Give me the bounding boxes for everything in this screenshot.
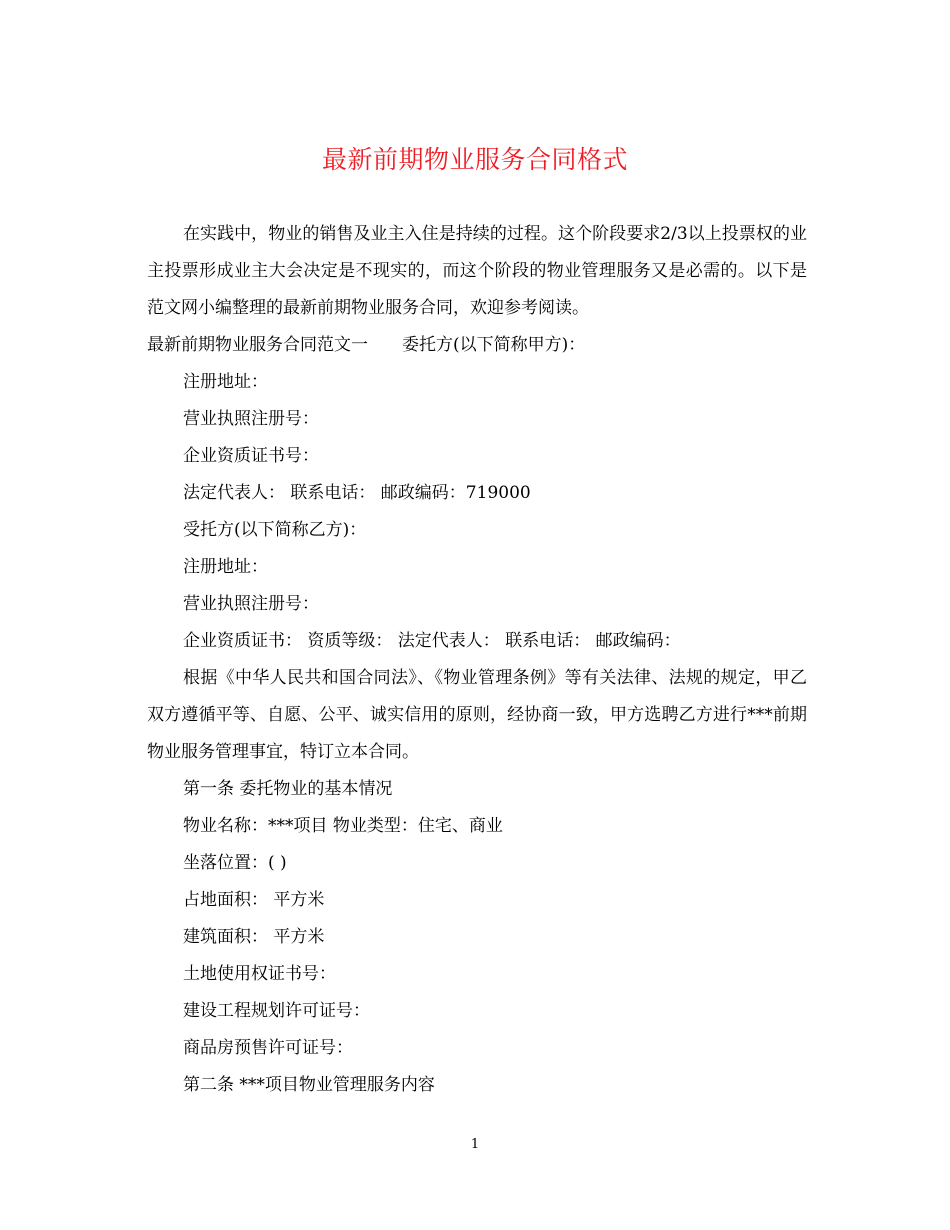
property-location-line: 坐落位置：( ) <box>183 853 287 873</box>
party-b-heading: 受托方(以下简称乙方)： <box>183 520 367 540</box>
party-b-license: 营业执照注册号： <box>183 594 319 614</box>
property-name-line: 物业名称：***项目 物业类型：住宅、商业 <box>183 816 503 836</box>
party-a-license: 营业执照注册号： <box>183 409 319 429</box>
legal-basis-paragraph: 根据《中华人民共和国合同法》、《物业管理条例》等有关法律、法规的规定，甲乙双方遵循平等、自愿、公平、诚实信用的原则，经协商一致，甲方选聘乙方进行***前期物业服务管理事宜，特订立本合同。 <box>147 668 807 762</box>
party-b-qualification: 企业资质证书： 资质等级： 法定代表人： 联系电话： 邮政编码： <box>183 631 681 651</box>
document-title: 最新前期物业服务合同格式 <box>321 145 628 174</box>
land-use-cert-line: 土地使用权证书号： <box>183 964 336 984</box>
contract-heading-line: 最新前期物业服务合同范文一 委托方(以下简称甲方)： <box>147 335 586 355</box>
party-a-contact: 法定代表人： 联系电话： 邮政编码：719000 <box>183 483 531 503</box>
article-one-heading: 第一条 委托物业的基本情况 <box>183 779 393 799</box>
presale-permit-line: 商品房预售许可证号： <box>183 1038 353 1058</box>
party-a-qualification: 企业资质证书号： <box>183 446 319 466</box>
building-area-line: 建筑面积： 平方米 <box>183 927 325 947</box>
article-two-heading: 第二条 ***项目物业管理服务内容 <box>183 1075 435 1095</box>
land-area-line: 占地面积： 平方米 <box>183 890 325 910</box>
intro-paragraph: 在实践中，物业的销售及业主入住是持续的过程。这个阶段要求2/3以上投票权的业主投票形成业主大会决定是不现实的，而这个阶段的物业管理服务又是必需的。以下是范文网小编整理的最新前期物业服务合同，欢迎参考阅读。 <box>147 224 807 318</box>
party-b-address: 注册地址： <box>183 557 268 577</box>
party-a-address: 注册地址： <box>183 372 268 392</box>
page-number: 1 <box>470 1137 480 1152</box>
document-body <box>147 216 807 1104</box>
planning-permit-line: 建设工程规划许可证号： <box>183 1001 370 1021</box>
